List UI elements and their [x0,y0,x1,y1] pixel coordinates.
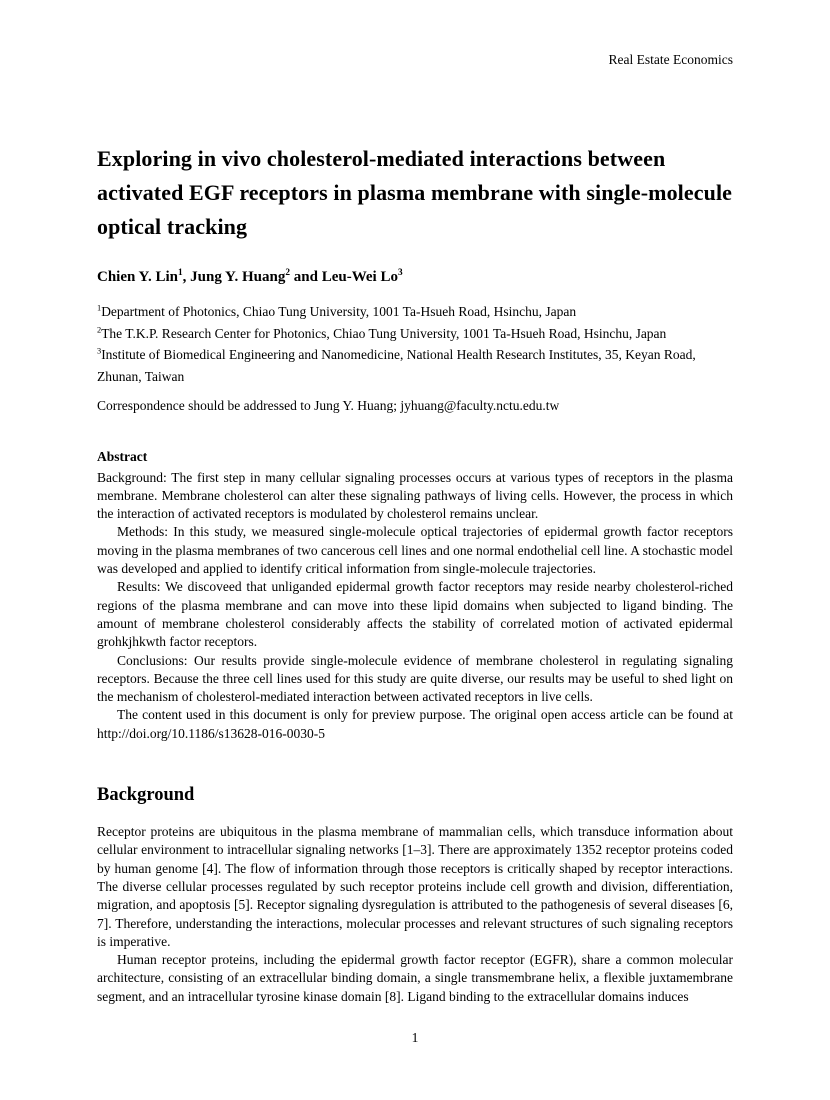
affiliation-text: Institute of Biomedical Engineering and Nanomedicine, National Health Research Institutes, 35, Keyan Road, Zhunan, Taiwan [97,347,696,384]
page-number: 1 [411,1030,419,1045]
abstract-paragraph: The content used in this document is only for preview purpose. The original open access article can be found at http://doi.org/10.1186/s13628-016-0030-5 [97,707,733,741]
author-name: Chien Y. Lin [97,269,179,285]
abstract-heading: Abstract [97,449,148,465]
abstract-section [97,448,733,743]
author-separator: , [182,269,191,285]
author-name: Leu-Wei Lo [321,269,398,285]
background-paragraph: Human receptor proteins, including the epidermal growth factor receptor (EGFR), share a common molecular architecture, consisting of an extracellular binding domain, a single transmembrane helix, a flexible juxtamembrane segment, and an intracellular tyrosine kinase domain [8]. Ligand binding to the extracellular domains induces [97,952,733,1004]
article-title: Exploring in vivo cholesterol-mediated interactions between activated EGF receptors in plasma membrane with single-molecule optical tracking [97,146,733,239]
affiliation-marker: 1 [97,303,102,313]
author-affiliation-marker: 2 [285,268,291,278]
background-paragraph: Receptor proteins are ubiquitous in the plasma membrane of mammalian cells, which transduce information about cellular environment to intracellular signaling networks [1–3]. There are approximately 1352 receptor proteins coded by human genome [4]. The flow of information through those receptors is critically shaped by receptor interactions. The diverse cellular processes regulated by such receptor proteins include cell growth and division, differentiation, migration, and apoptosis [5]. Receptor signaling dysregulation is attributed to the pathogenesis of several diseases [6, 7]. Therefore, understanding the interactions, molecular processes and relevant structures of such signaling receptors is imperative. [97,824,733,949]
affiliation-text: Department of Photonics, Chiao Tung University, 1001 Ta-Hsueh Road, Hsinchu, Japan [101,304,577,319]
author-affiliation-marker: 3 [397,268,403,278]
author-name: Jung Y. Huang [190,269,286,285]
background-body [97,823,733,1006]
section-heading-background: Background [97,785,195,806]
author-affiliation-marker: 1 [178,268,183,278]
affiliation-text: The T.K.P. Research Center for Photonics, Chiao Tung University, 1001 Ta-Hsueh Road, Hsinchu, Japan [101,325,667,341]
journal-name: Real Estate Economics [608,52,733,67]
affiliation-line [97,323,733,345]
affiliations [97,301,733,387]
abstract-paragraph: Background: The first step in many cellular signaling processes occurs at various types of receptors in the plasma membrane. Membrane cholesterol can alter these signaling pathways of living cells. However, the process in which the interaction of activated receptors is modulated by cholesterol remains unclear. [97,469,733,522]
abstract-paragraph: Results: We discoveed that unliganded epidermal growth factor receptors may reside nearby cholesterol-riched regions of the plasma membrane and can move into these lipid domains when subjected to ligand binding. The amount of membrane cholesterol considerably affects the stability of correlated motion of activated epidermal grohkjhkwth factor receptors. [97,579,733,650]
abstract-body [97,469,733,743]
affiliation-marker: 3 [97,346,102,356]
abstract-paragraph: Methods: In this study, we measured single-molecule optical trajectories of epidermal growth factor receptors moving in the plasma membranes of two cancerous cell lines and one normal endothelial cell line. A stochastic model was developed and applied to identify critical information from single-molecule trajectories. [97,524,733,577]
author-separator: and [290,269,322,285]
author-line [97,267,733,287]
abstract-paragraph: Conclusions: Our results provide single-molecule evidence of membrane cholesterol in regulating signaling receptors. Because the three cell lines used for this study are quite diverse, our results may be useful to shed light on the mechanism of cholesterol-mediated interaction between activated receptors in live cells. [97,652,733,705]
affiliation-line [97,344,733,387]
correspondence-line: Correspondence should be addressed to Jung Y. Huang; jyhuang@faculty.nctu.edu.tw [97,398,560,413]
affiliation-line [97,301,733,323]
affiliation-marker: 2 [97,325,102,334]
